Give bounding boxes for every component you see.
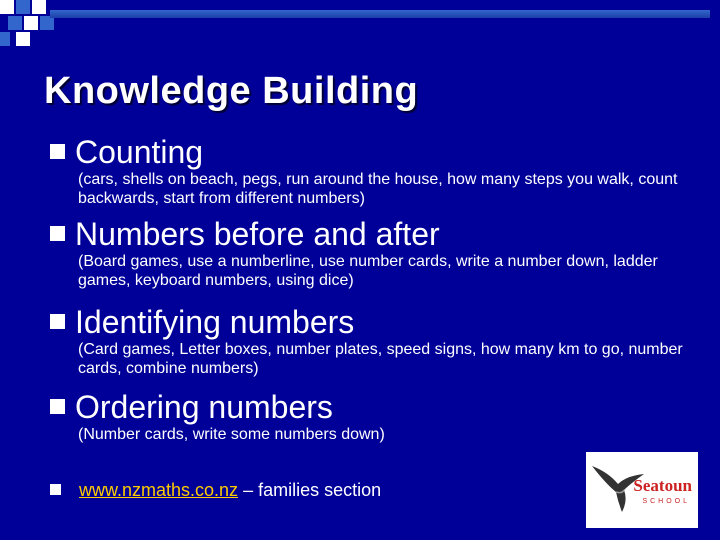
top-rule	[50, 10, 710, 18]
bullet-heading: Ordering numbers	[75, 389, 333, 425]
bullet-detail: (Card games, Letter boxes, number plates, speed signs, how many km to go, number cards, combine numbers)	[78, 341, 683, 377]
logo-subtitle: SCHOOL	[642, 498, 690, 505]
school-logo	[586, 452, 698, 528]
logo-name: Seatoun	[633, 476, 692, 495]
bullet-square-icon	[50, 226, 65, 241]
bullet-detail: (Board games, use a numberline, use number cards, write a number down, ladder games, keyboard numbers, using dice)	[78, 253, 658, 289]
nzmaths-link[interactable]: www.nzmaths.co.nz	[79, 480, 239, 500]
bullet-square-icon	[50, 314, 65, 329]
bullet-heading: Counting	[75, 134, 204, 170]
bullet-square-icon	[50, 484, 61, 495]
bullet-square-icon	[50, 399, 65, 414]
bullet-item-ordering-numbers	[50, 389, 688, 444]
bullet-item-counting	[50, 134, 688, 208]
bullet-item-numbers-before-after	[50, 216, 688, 290]
bullet-detail: (Number cards, write some numbers down)	[78, 426, 385, 443]
bullet-detail: (cars, shells on beach, pegs, run around the house, how many steps you walk, count backwards, start from different numbers)	[78, 171, 678, 207]
bullet-item-identifying-numbers	[50, 304, 688, 378]
resource-link-line	[50, 480, 381, 501]
bullet-square-icon	[50, 144, 65, 159]
link-suffix: – families section	[238, 480, 382, 500]
slide-title: Knowledge Building	[44, 70, 419, 112]
corner-decoration	[0, 0, 60, 48]
bullet-heading: Identifying numbers	[75, 304, 355, 340]
bullet-heading: Numbers before and after	[75, 216, 440, 252]
